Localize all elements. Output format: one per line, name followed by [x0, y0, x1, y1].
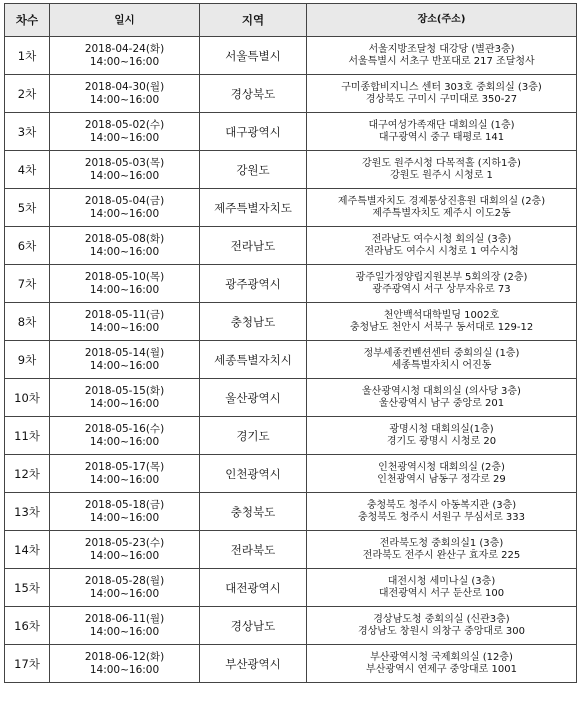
date-text: 2018-05-16(수): [84, 422, 165, 435]
table-row: [5, 455, 577, 493]
time-text: 14:00~16:00: [89, 321, 160, 334]
date-text: 2018-05-10(목): [84, 270, 165, 283]
schedule-table-container: [4, 3, 577, 683]
table-row: [5, 531, 577, 569]
date-text: 2018-06-11(월): [84, 612, 165, 625]
round-cell: 16차: [5, 607, 50, 645]
venue-name: 전라북도청 중회의실1 (3층): [379, 537, 504, 549]
round-cell: 10차: [5, 379, 50, 417]
datetime-cell: [50, 607, 200, 645]
datetime-cell: [50, 569, 200, 607]
place-cell: [307, 417, 577, 455]
datetime-cell: [50, 189, 200, 227]
datetime-cell: [50, 379, 200, 417]
region-cell: 전라북도: [200, 531, 307, 569]
datetime-cell: [50, 113, 200, 151]
region-cell: 경상북도: [200, 75, 307, 113]
date-text: 2018-05-08(화): [84, 232, 165, 245]
time-text: 14:00~16:00: [89, 93, 160, 106]
date-text: 2018-06-12(화): [84, 650, 165, 663]
round-cell: 2차: [5, 75, 50, 113]
date-text: 2018-05-04(금): [84, 194, 165, 207]
venue-address: 인천광역시 남동구 정각로 29: [377, 473, 506, 485]
region-cell: 광주광역시: [200, 265, 307, 303]
round-cell: 7차: [5, 265, 50, 303]
datetime-cell: [50, 303, 200, 341]
table-row: [5, 151, 577, 189]
region-cell: 서울특별시: [200, 37, 307, 75]
venue-name: 강원도 원주시청 다목적홀 (지하1층): [362, 157, 521, 169]
place-cell: [307, 645, 577, 683]
round-cell: 8차: [5, 303, 50, 341]
venue-name: 울산광역시청 대회의실 (의사당 3층): [362, 385, 521, 397]
round-cell: 3차: [5, 113, 50, 151]
date-text: 2018-05-11(금): [84, 308, 165, 321]
venue-name: 광주일가정양립지원본부 5회의장 (2층): [355, 271, 528, 283]
venue-address: 제주특별자치도 제주시 이도2동: [372, 207, 511, 219]
place-cell: [307, 227, 577, 265]
table-body: [5, 37, 577, 683]
venue-name: 서울지방조달청 대강당 (별관3층): [368, 43, 515, 55]
place-cell: [307, 531, 577, 569]
datetime-cell: [50, 645, 200, 683]
venue-address: 경상남도 창원시 의창구 중앙대로 300: [357, 625, 526, 637]
round-cell: 6차: [5, 227, 50, 265]
venue-address: 충청북도 청주시 서원구 무심서로 333: [357, 511, 526, 523]
region-cell: 세종특별자치시: [200, 341, 307, 379]
place-cell: [307, 341, 577, 379]
table-row: [5, 113, 577, 151]
datetime-cell: [50, 341, 200, 379]
venue-name: 대전시청 세미나실 (3층): [387, 575, 496, 587]
place-cell: [307, 607, 577, 645]
place-cell: [307, 189, 577, 227]
place-cell: [307, 493, 577, 531]
venue-name: 인천광역시청 대회의실 (2층): [378, 461, 505, 473]
table-row: [5, 303, 577, 341]
venue-name: 전라남도 여수시청 회의실 (3층): [371, 233, 512, 245]
table-row: [5, 265, 577, 303]
table-row: [5, 645, 577, 683]
round-cell: 13차: [5, 493, 50, 531]
datetime-cell: [50, 227, 200, 265]
header-place: 장소(주소): [307, 4, 577, 37]
table-row: [5, 227, 577, 265]
venue-address: 서울특별시 서초구 반포대로 217 조달청사: [348, 55, 535, 67]
venue-name: 정부세종컨벤션센터 중회의실 (1층): [363, 347, 520, 359]
region-cell: 전라남도: [200, 227, 307, 265]
region-cell: 충청남도: [200, 303, 307, 341]
time-text: 14:00~16:00: [89, 169, 160, 182]
place-cell: [307, 455, 577, 493]
venue-address: 강원도 원주시 시청로 1: [390, 169, 493, 181]
table-row: [5, 379, 577, 417]
date-text: 2018-04-30(월): [84, 80, 165, 93]
time-text: 14:00~16:00: [89, 549, 160, 562]
time-text: 14:00~16:00: [89, 245, 160, 258]
round-cell: 17차: [5, 645, 50, 683]
region-cell: 대구광역시: [200, 113, 307, 151]
table-row: [5, 607, 577, 645]
place-cell: [307, 37, 577, 75]
time-text: 14:00~16:00: [89, 55, 160, 68]
date-text: 2018-05-03(목): [84, 156, 165, 169]
round-cell: 9차: [5, 341, 50, 379]
date-text: 2018-05-23(수): [84, 536, 165, 549]
round-cell: 12차: [5, 455, 50, 493]
venue-address: 전라북도 전주시 완산구 효자로 225: [362, 549, 521, 561]
venue-address: 세종특별자치시 어진동: [391, 359, 492, 371]
date-text: 2018-04-24(화): [84, 42, 165, 55]
header-region: 지역: [200, 4, 307, 37]
round-cell: 4차: [5, 151, 50, 189]
region-cell: 제주특별자치도: [200, 189, 307, 227]
region-cell: 대전광역시: [200, 569, 307, 607]
date-text: 2018-05-17(목): [84, 460, 165, 473]
region-cell: 충청북도: [200, 493, 307, 531]
table-row: [5, 75, 577, 113]
place-cell: [307, 151, 577, 189]
place-cell: [307, 303, 577, 341]
datetime-cell: [50, 75, 200, 113]
date-text: 2018-05-02(수): [84, 118, 165, 131]
time-text: 14:00~16:00: [89, 207, 160, 220]
time-text: 14:00~16:00: [89, 625, 160, 638]
time-text: 14:00~16:00: [89, 397, 160, 410]
venue-address: 광주광역시 서구 상무자유로 73: [372, 283, 511, 295]
time-text: 14:00~16:00: [89, 359, 160, 372]
region-cell: 부산광역시: [200, 645, 307, 683]
datetime-cell: [50, 37, 200, 75]
header-round: 차수: [5, 4, 50, 37]
table-row: [5, 417, 577, 455]
table-row: [5, 37, 577, 75]
time-text: 14:00~16:00: [89, 511, 160, 524]
place-cell: [307, 75, 577, 113]
venue-name: 충청북도 청주시 아동복지관 (3층): [366, 499, 517, 511]
region-cell: 강원도: [200, 151, 307, 189]
round-cell: 5차: [5, 189, 50, 227]
table-row: [5, 569, 577, 607]
round-cell: 15차: [5, 569, 50, 607]
venue-name: 제주특별자치도 경제통상진흥원 대회의실 (2층): [337, 195, 546, 207]
datetime-cell: [50, 455, 200, 493]
time-text: 14:00~16:00: [89, 663, 160, 676]
venue-name: 경상남도청 중회의실 (신관3층): [373, 613, 510, 625]
venue-name: 광명시청 대회의실(1층): [389, 423, 494, 435]
table-row: [5, 493, 577, 531]
region-cell: 울산광역시: [200, 379, 307, 417]
table-row: [5, 341, 577, 379]
place-cell: [307, 569, 577, 607]
datetime-cell: [50, 151, 200, 189]
table-row: [5, 189, 577, 227]
time-text: 14:00~16:00: [89, 587, 160, 600]
datetime-cell: [50, 531, 200, 569]
venue-address: 전라남도 여수시 시청로 1 여수시청: [364, 245, 519, 257]
header-datetime: 일시: [50, 4, 200, 37]
time-text: 14:00~16:00: [89, 131, 160, 144]
time-text: 14:00~16:00: [89, 473, 160, 486]
region-cell: 경상남도: [200, 607, 307, 645]
venue-address: 부산광역시 연제구 중앙대로 1001: [366, 663, 517, 675]
round-cell: 11차: [5, 417, 50, 455]
round-cell: 14차: [5, 531, 50, 569]
venue-address: 충청남도 천안시 서북구 동서대로 129-12: [349, 321, 534, 333]
place-cell: [307, 113, 577, 151]
venue-address: 울산광역시 남구 중앙로 201: [378, 397, 505, 409]
venue-name: 대구여성가족재단 대회의실 (1층): [368, 119, 515, 131]
time-text: 14:00~16:00: [89, 283, 160, 296]
date-text: 2018-05-14(월): [84, 346, 165, 359]
venue-address: 대구광역시 중구 태평로 141: [378, 131, 505, 143]
date-text: 2018-05-15(화): [84, 384, 165, 397]
region-cell: 경기도: [200, 417, 307, 455]
time-text: 14:00~16:00: [89, 435, 160, 448]
schedule-table: [4, 3, 577, 683]
venue-address: 경기도 광명시 시청로 20: [386, 435, 497, 447]
header-row: [5, 4, 577, 37]
date-text: 2018-05-18(금): [84, 498, 165, 511]
venue-name: 천안백석대학빌딩 1002호: [383, 309, 500, 321]
datetime-cell: [50, 417, 200, 455]
venue-name: 부산광역시청 국제회의실 (12층): [370, 651, 513, 663]
place-cell: [307, 265, 577, 303]
venue-address: 경상북도 구미시 구미대로 350-27: [365, 93, 518, 105]
round-cell: 1차: [5, 37, 50, 75]
region-cell: 인천광역시: [200, 455, 307, 493]
date-text: 2018-05-28(월): [84, 574, 165, 587]
venue-name: 구미종합비지니스 센터 303호 중회의실 (3층): [341, 81, 542, 93]
datetime-cell: [50, 265, 200, 303]
venue-address: 대전광역시 서구 둔산로 100: [378, 587, 505, 599]
place-cell: [307, 379, 577, 417]
datetime-cell: [50, 493, 200, 531]
